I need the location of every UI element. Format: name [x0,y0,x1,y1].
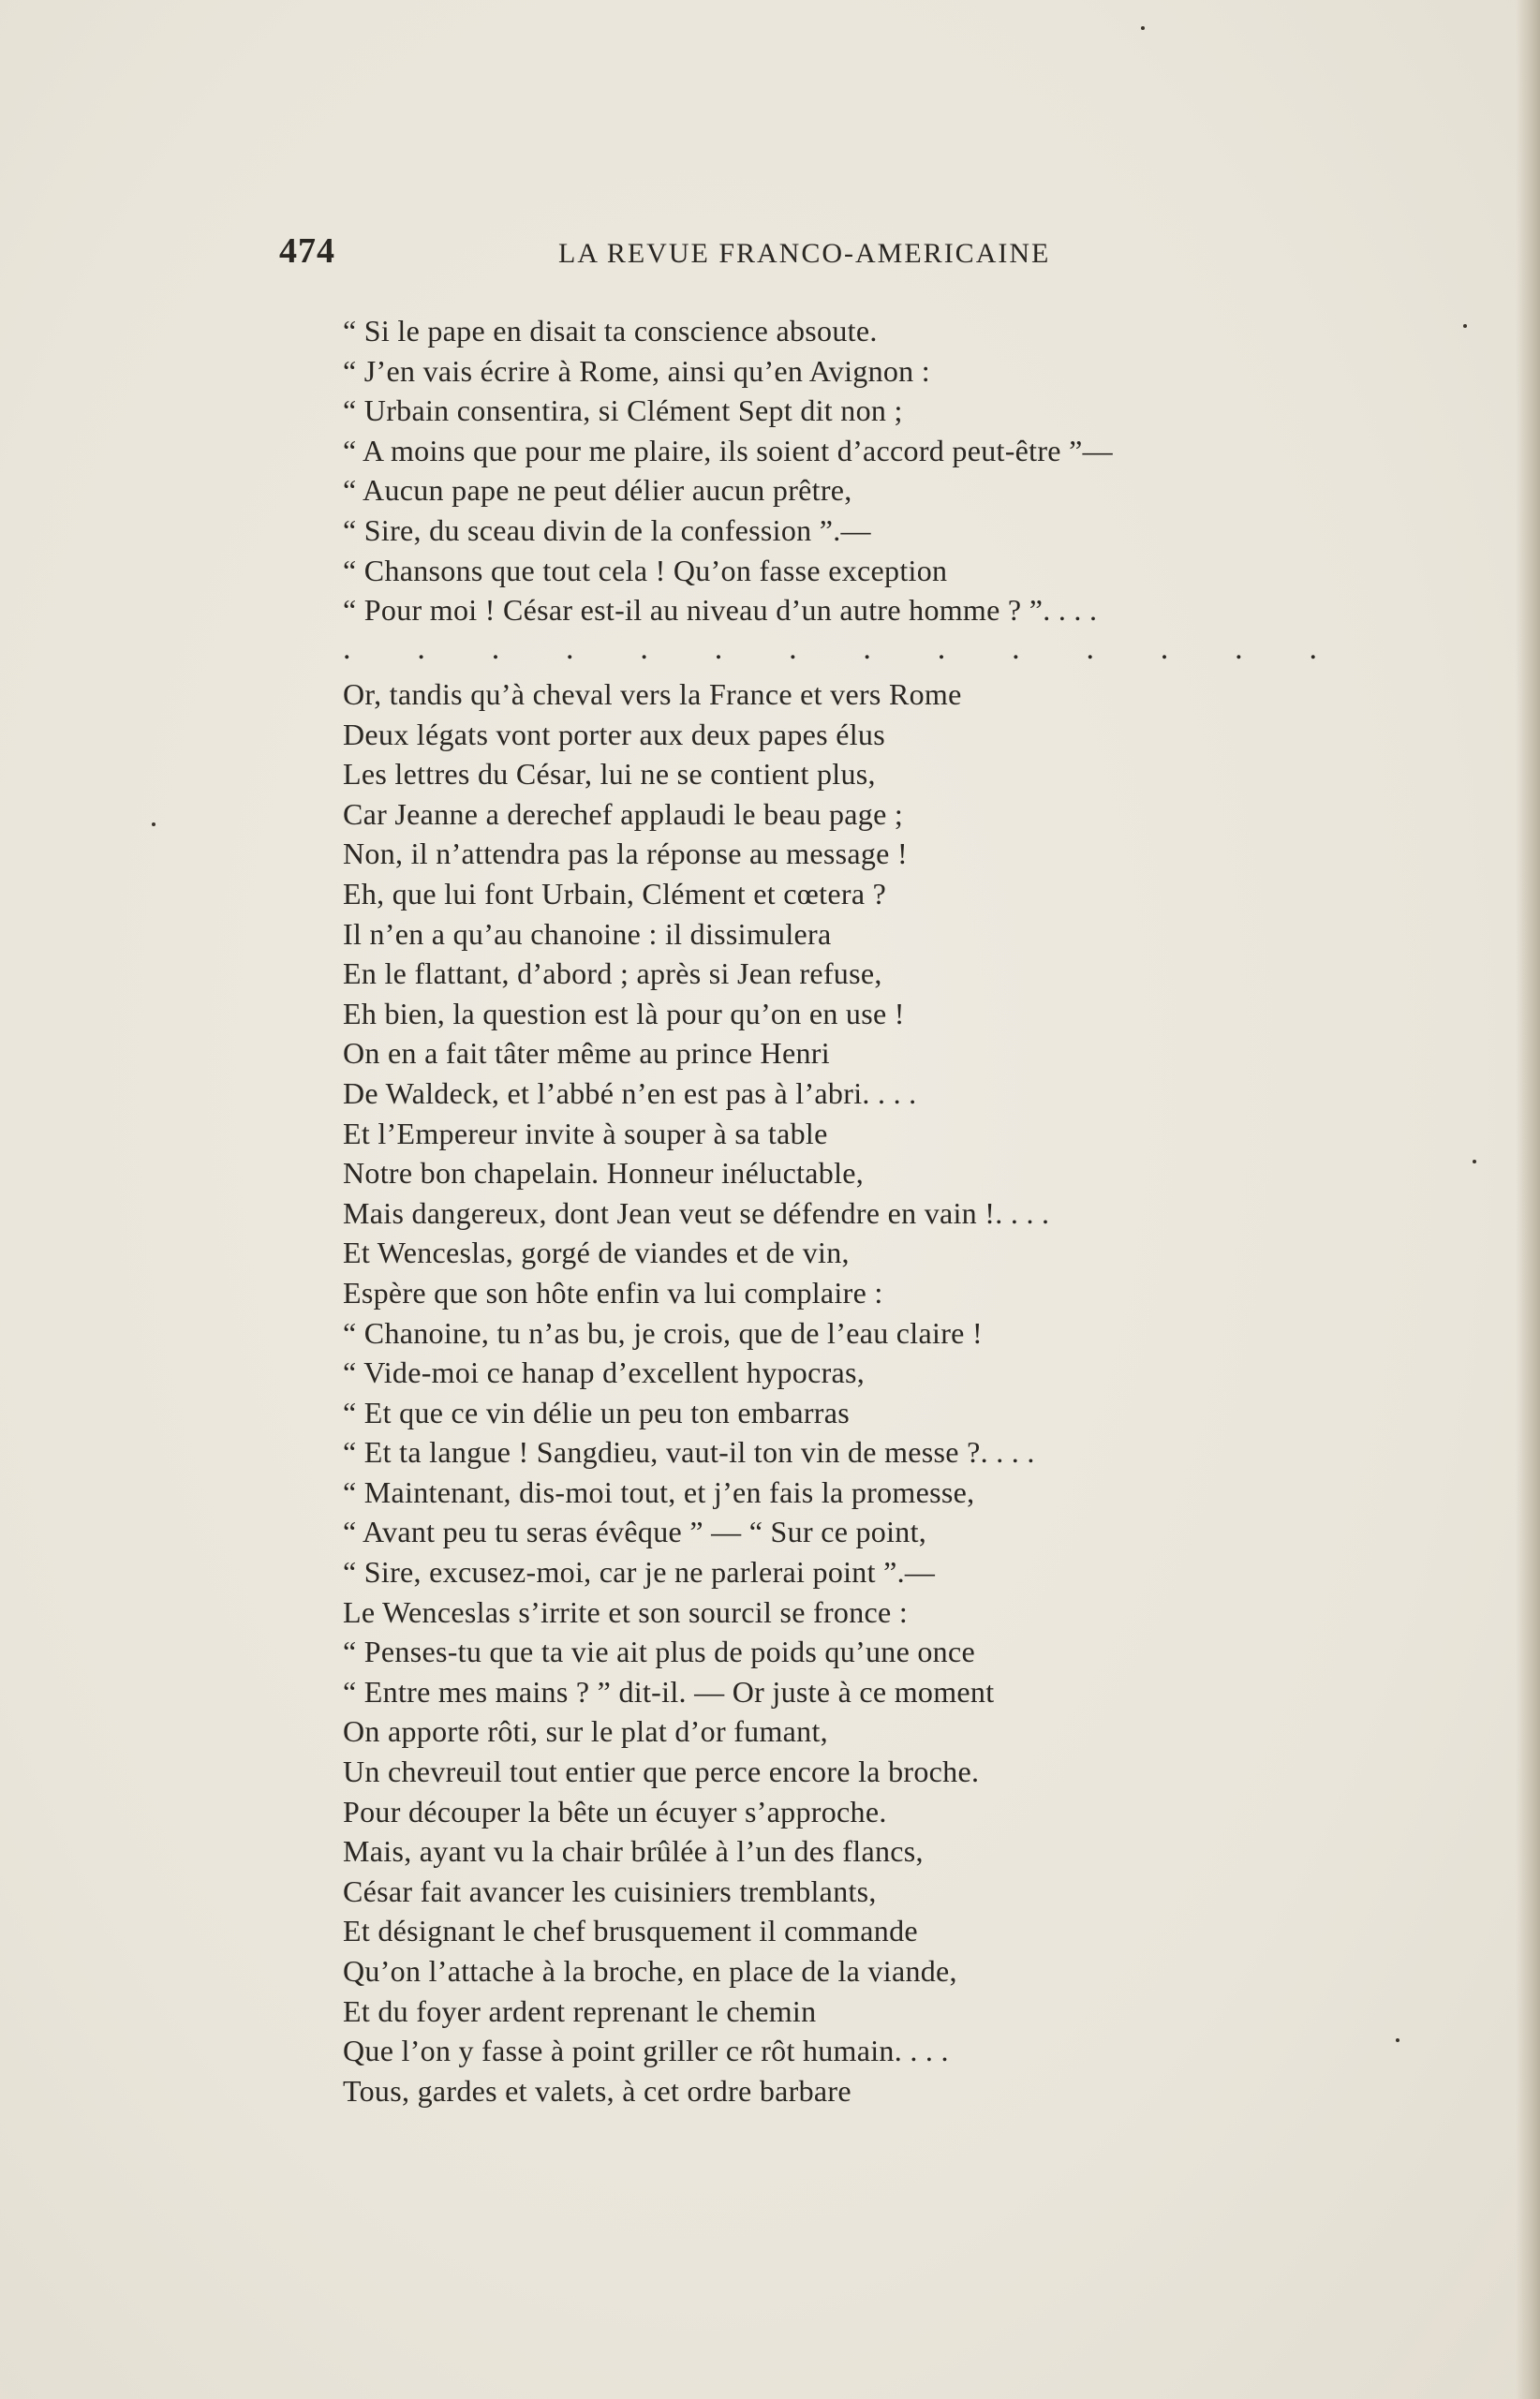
verse-line: “ J’en vais écrire à Rome, ainsi qu’en Avignon : [343,353,930,388]
paper-speck [1396,2038,1399,2042]
verse-line: Pour découper la bête un écuyer s’approche. [343,1794,887,1829]
verse-line: “ Sire, du sceau divin de la confession ”.— [343,512,871,547]
verse-line: Or, tandis qu’à cheval vers la France et vers Rome [343,677,962,711]
verse-line: On en a fait tâter même au prince Henri [343,1036,830,1071]
verse-line: “ Vide-moi ce hanap d’excellent hypocras, [343,1355,866,1390]
page-edge-shadow [1516,0,1540,2399]
ellipsis-dot: . [1012,631,1020,666]
verse-line: Et du foyer ardent reprenant le chemin [343,1993,817,2028]
verse-line: “ Pour moi ! César est-il au niveau d’un autre homme ? ”. . . . [343,593,1098,628]
ellipsis-dot: . [714,631,723,666]
ellipsis-dot: . [566,631,574,666]
verse-line: Mais dangereux, dont Jean veut se défendre en vain !. . . . [343,1195,1050,1230]
verse-line: Qu’on l’attache à la broche, en place de la viande, [343,1954,957,1988]
verse-line: “ Sire, excusez-moi, car je ne parlerai point ”.— [343,1555,936,1590]
verse-line: “ Avant peu tu seras évêque ” — “ Sur ce point, [343,1515,927,1549]
verse-line: “ Urbain consentira, si Clément Sept dit non ; [343,393,903,428]
verse-line: Il n’en a qu’au chanoine : il dissimulera [343,916,832,951]
ellipsis-dot: . [863,631,871,666]
verse-line: “ Maintenant, dis-moi tout, et j’en fais la promesse, [343,1474,975,1509]
verse-line: Et l’Empereur invite à souper à sa table [343,1116,828,1150]
running-title: LA REVUE FRANCO-AMERICAINE [558,238,1051,269]
ellipsis-dot: . [1309,631,1317,666]
verse-line: De Waldeck, et l’abbé n’en est pas à l’abri. . . . [343,1075,917,1110]
ellipsis-dot: . [937,631,946,666]
verse-line: Non, il n’attendra pas la réponse au message ! [343,837,908,871]
ellipsis-dot: . [1235,631,1243,666]
verse-line: On apporte rôti, sur le plat d’or fumant, [343,1714,828,1749]
paper-speck [1141,26,1145,30]
verse-line: César fait avancer les cuisiniers tremblants, [343,1873,877,1908]
verse-line: “ Aucun pape ne peut délier aucun prêtre, [343,473,852,508]
page-number: 474 [279,231,335,271]
verse-line: Deux légats vont porter aux deux papes élus [343,717,885,751]
ellipsis-dot: . [1160,631,1169,666]
verse-line: “ Et ta langue ! Sangdieu, vaut-il ton vin de messe ?. . . . [343,1435,1035,1470]
verse-line: En le flattant, d’abord ; après si Jean refuse, [343,956,882,991]
ellipsis-separator [343,633,1317,665]
ellipsis-dot: . [640,631,648,666]
verse-line: Eh, que lui font Urbain, Clément et cœtera ? [343,876,887,911]
ellipsis-dot: . [417,631,425,666]
verse-line: Que l’on y fasse à point griller ce rôt humain. . . . [343,2034,949,2068]
ellipsis-dot: . [343,631,351,666]
paper-speck [152,822,155,826]
verse-line: Espère que son hôte enfin va lui complaire : [343,1275,883,1310]
verse-line: Les lettres du César, lui ne se contient plus, [343,757,876,792]
verse-line: Et désignant le chef brusquement il commande [343,1914,918,1948]
verse-line: Tous, gardes et valets, à cet ordre barbare [343,2073,851,2108]
verse-line: “ A moins que pour me plaire, ils soient d’accord peut-être ”— [343,433,1113,467]
verse-line: Eh bien, la question est là pour qu’on en use ! [343,996,905,1030]
verse-line: Notre bon chapelain. Honneur inéluctable, [343,1156,865,1191]
verse-line: Un chevreuil tout entier que perce encore la broche. [343,1755,980,1789]
paper-speck [1473,1160,1476,1163]
verse-line: Car Jeanne a derechef applaudi le beau page ; [343,796,904,831]
verse-line: “ Si le pape en disait ta conscience absoute. [343,314,878,348]
verse-line: “ Penses-tu que ta vie ait plus de poids qu’une once [343,1635,975,1669]
paper-speck [1463,324,1467,328]
ellipsis-dot: . [491,631,500,666]
verse-line: Et Wenceslas, gorgé de viandes et de vin, [343,1236,850,1270]
ellipsis-dot: . [789,631,797,666]
verse-line: Mais, ayant vu la chair brûlée à l’un des flancs, [343,1834,924,1869]
ellipsis-dot: . [1086,631,1094,666]
verse-line: “ Entre mes mains ? ” dit-il. — Or juste à ce moment [343,1674,995,1709]
verse-line: “ Chansons que tout cela ! Qu’on fasse exception [343,553,948,587]
verse-stanza-1 [343,311,1113,630]
verse-stanza-2 [343,674,1049,2110]
verse-line: Le Wenceslas s’irrite et son sourcil se fronce : [343,1594,909,1629]
verse-line: “ Chanoine, tu n’as bu, je crois, que de l’eau claire ! [343,1315,983,1350]
verse-line: “ Et que ce vin délie un peu ton embarras [343,1395,850,1429]
